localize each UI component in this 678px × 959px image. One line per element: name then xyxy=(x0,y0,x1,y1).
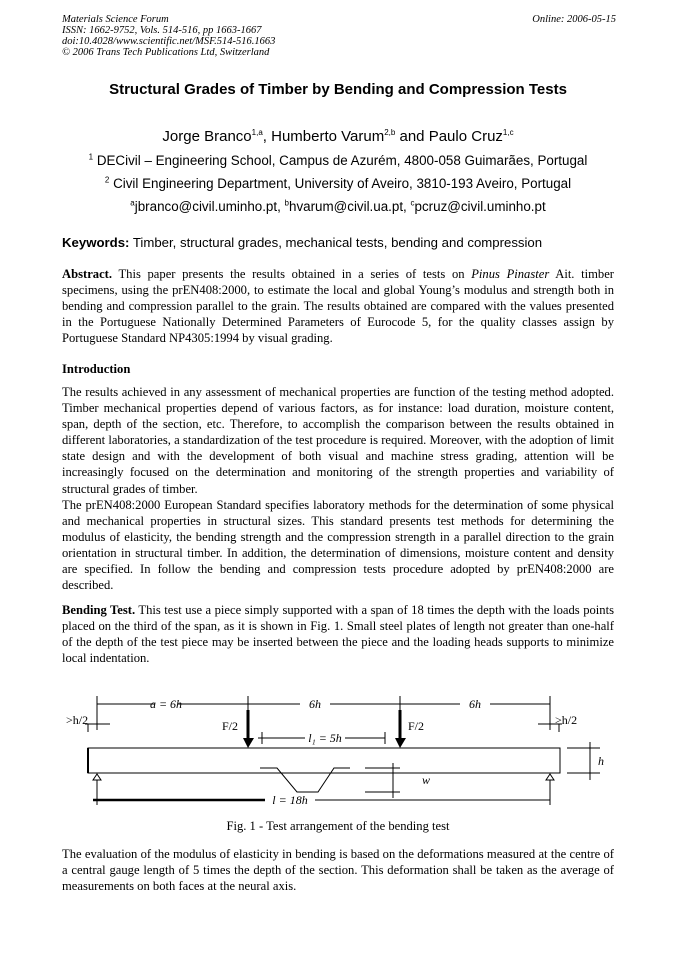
label-w: w xyxy=(422,773,431,787)
keywords-label: Keywords: xyxy=(62,235,130,250)
email-sup: c xyxy=(410,198,415,208)
keywords-text: Timber, structural grades, mechanical tests, bending and compression xyxy=(129,235,543,250)
email[interactable]: jbranco@civil.uminho.pt, xyxy=(134,199,285,214)
species-name: Pinus Pinaster xyxy=(471,267,550,281)
label-mid: 6h xyxy=(309,697,321,711)
author-sup: 2,b xyxy=(384,128,396,137)
email[interactable]: hvarum@civil.ua.pt, xyxy=(289,199,411,214)
intro-paragraph-1: The results achieved in any assessment of mechanical properties are function of the testing method adopted. Timber mechanical properties depend of various factors, as for instance: load duration, moisture content, span, depth of the section, etc. Therefore, to accomplish the comparison between the results obtained in different laboratories, a standardization of the test procedure is required. Moreover, with the adoption of limit state design and with the development of both visual and machine stress grading, attention will be increasingly focused on the determination and monitoring of the strength properties and variability of structural grades of timber. xyxy=(62,385,614,496)
affiliation-1 xyxy=(62,153,614,168)
author: Paulo Cruz xyxy=(428,128,503,145)
bending-test-paragraph xyxy=(62,602,614,666)
label-h: h xyxy=(598,754,604,768)
label-l: l = 18h xyxy=(272,793,308,807)
bending-text: This test use a piece simply supported with a span of 18 times the depth with the loads points placed on the third of the span, as it is shown in Fig. 1. Small steel plates of length not greater than one-half of the depth of the test piece may be inserted between the piece and the loading heads supports to minimize local indentation. xyxy=(62,603,614,666)
keywords xyxy=(62,235,614,250)
figure-caption: Fig. 1 - Test arrangement of the bending test xyxy=(226,819,450,833)
sep: and xyxy=(395,128,429,145)
email-sup: b xyxy=(284,198,289,208)
label-load-right: F/2 xyxy=(408,719,425,733)
email-sup: a xyxy=(130,198,135,208)
aff-text: DECivil – Engineering School, Campus de Azurém, 4800-058 Guimarães, Portugal xyxy=(96,153,588,168)
label-overhang-left: >h/2 xyxy=(66,713,89,727)
label-right: 6h xyxy=(469,697,481,711)
final-paragraph: The evaluation of the modulus of elasticity in bending is based on the deformations measured at the centre of a central gauge length of 5 times the depth of the section. This deformation shall be taken as the average of measurements on both faces at the neural axis. xyxy=(62,847,614,894)
bending-label: Bending Test. xyxy=(62,603,136,617)
abstract-label: Abstract. xyxy=(62,267,113,281)
section-heading-introduction: Introduction xyxy=(62,362,131,376)
aff-sup: 2 xyxy=(104,175,110,185)
label-overhang-right: >h/2 xyxy=(555,713,578,727)
author-sup: 1,c xyxy=(502,128,514,137)
aff-text: Civil Engineering Department, University of Aveiro, 3810-193 Aveiro, Portugal xyxy=(113,176,572,191)
abstract-text: Ait. timber specimens, using the prEN408:2000, to estimate the local and global Young’s modulus and strength both in bending and compression parallel to the grain. The results obtained are compared with the values presented in the Portuguese Nationally Determined Parameters of Eurocode 5, for the quality classes assign by Portuguese Standard NP4305:1994 by visual grading. xyxy=(62,267,614,346)
email[interactable]: pcruz@civil.uminho.pt xyxy=(414,199,546,214)
journal-name: Materials Science Forum xyxy=(62,14,169,25)
author: Humberto Varum xyxy=(271,128,385,145)
label-a: a = 6h xyxy=(149,697,183,711)
abstract xyxy=(62,266,614,346)
emails xyxy=(62,199,614,214)
online-date: Online: 2006-05-15 xyxy=(532,14,616,25)
doi: doi:10.4028/www.scientific.net/MSF.514-516.1663 xyxy=(62,36,276,47)
author-sup: 1,a xyxy=(251,128,263,137)
authors xyxy=(62,128,614,145)
intro-paragraph-2: The prEN408:2000 European Standard specifies laboratory methods for the determination of some physical and mechanical properties in structural sizes. This standard presents test methods for determining the modulus of elasticity, the bending strength and the compression strength in a parallel direction to the grain orientation in structural timber. In addition, the determination of dimensions, moisture content and density are specified. In follow the bending and compression tests procedure adopted by prEN408:2000 are described. xyxy=(62,498,614,593)
author: Jorge Branco xyxy=(162,128,252,145)
affiliation-2 xyxy=(62,176,614,191)
label-l1: l₁ = 5h xyxy=(308,731,342,745)
copyright: © 2006 Trans Tech Publications Ltd, Switzerland xyxy=(62,47,270,58)
paper-title: Structural Grades of Timber by Bending and Compression Tests xyxy=(109,81,567,98)
bending-test-figure xyxy=(0,680,678,820)
sep: , xyxy=(262,128,272,145)
issn: ISSN: 1662-9752, Vols. 514-516, pp 1663-1667 xyxy=(62,25,262,36)
journal-header xyxy=(62,14,275,58)
abstract-text: This paper presents the results obtained in a series of tests on xyxy=(112,267,472,281)
label-load-left: F/2 xyxy=(222,719,239,733)
aff-sup: 1 xyxy=(88,152,94,162)
